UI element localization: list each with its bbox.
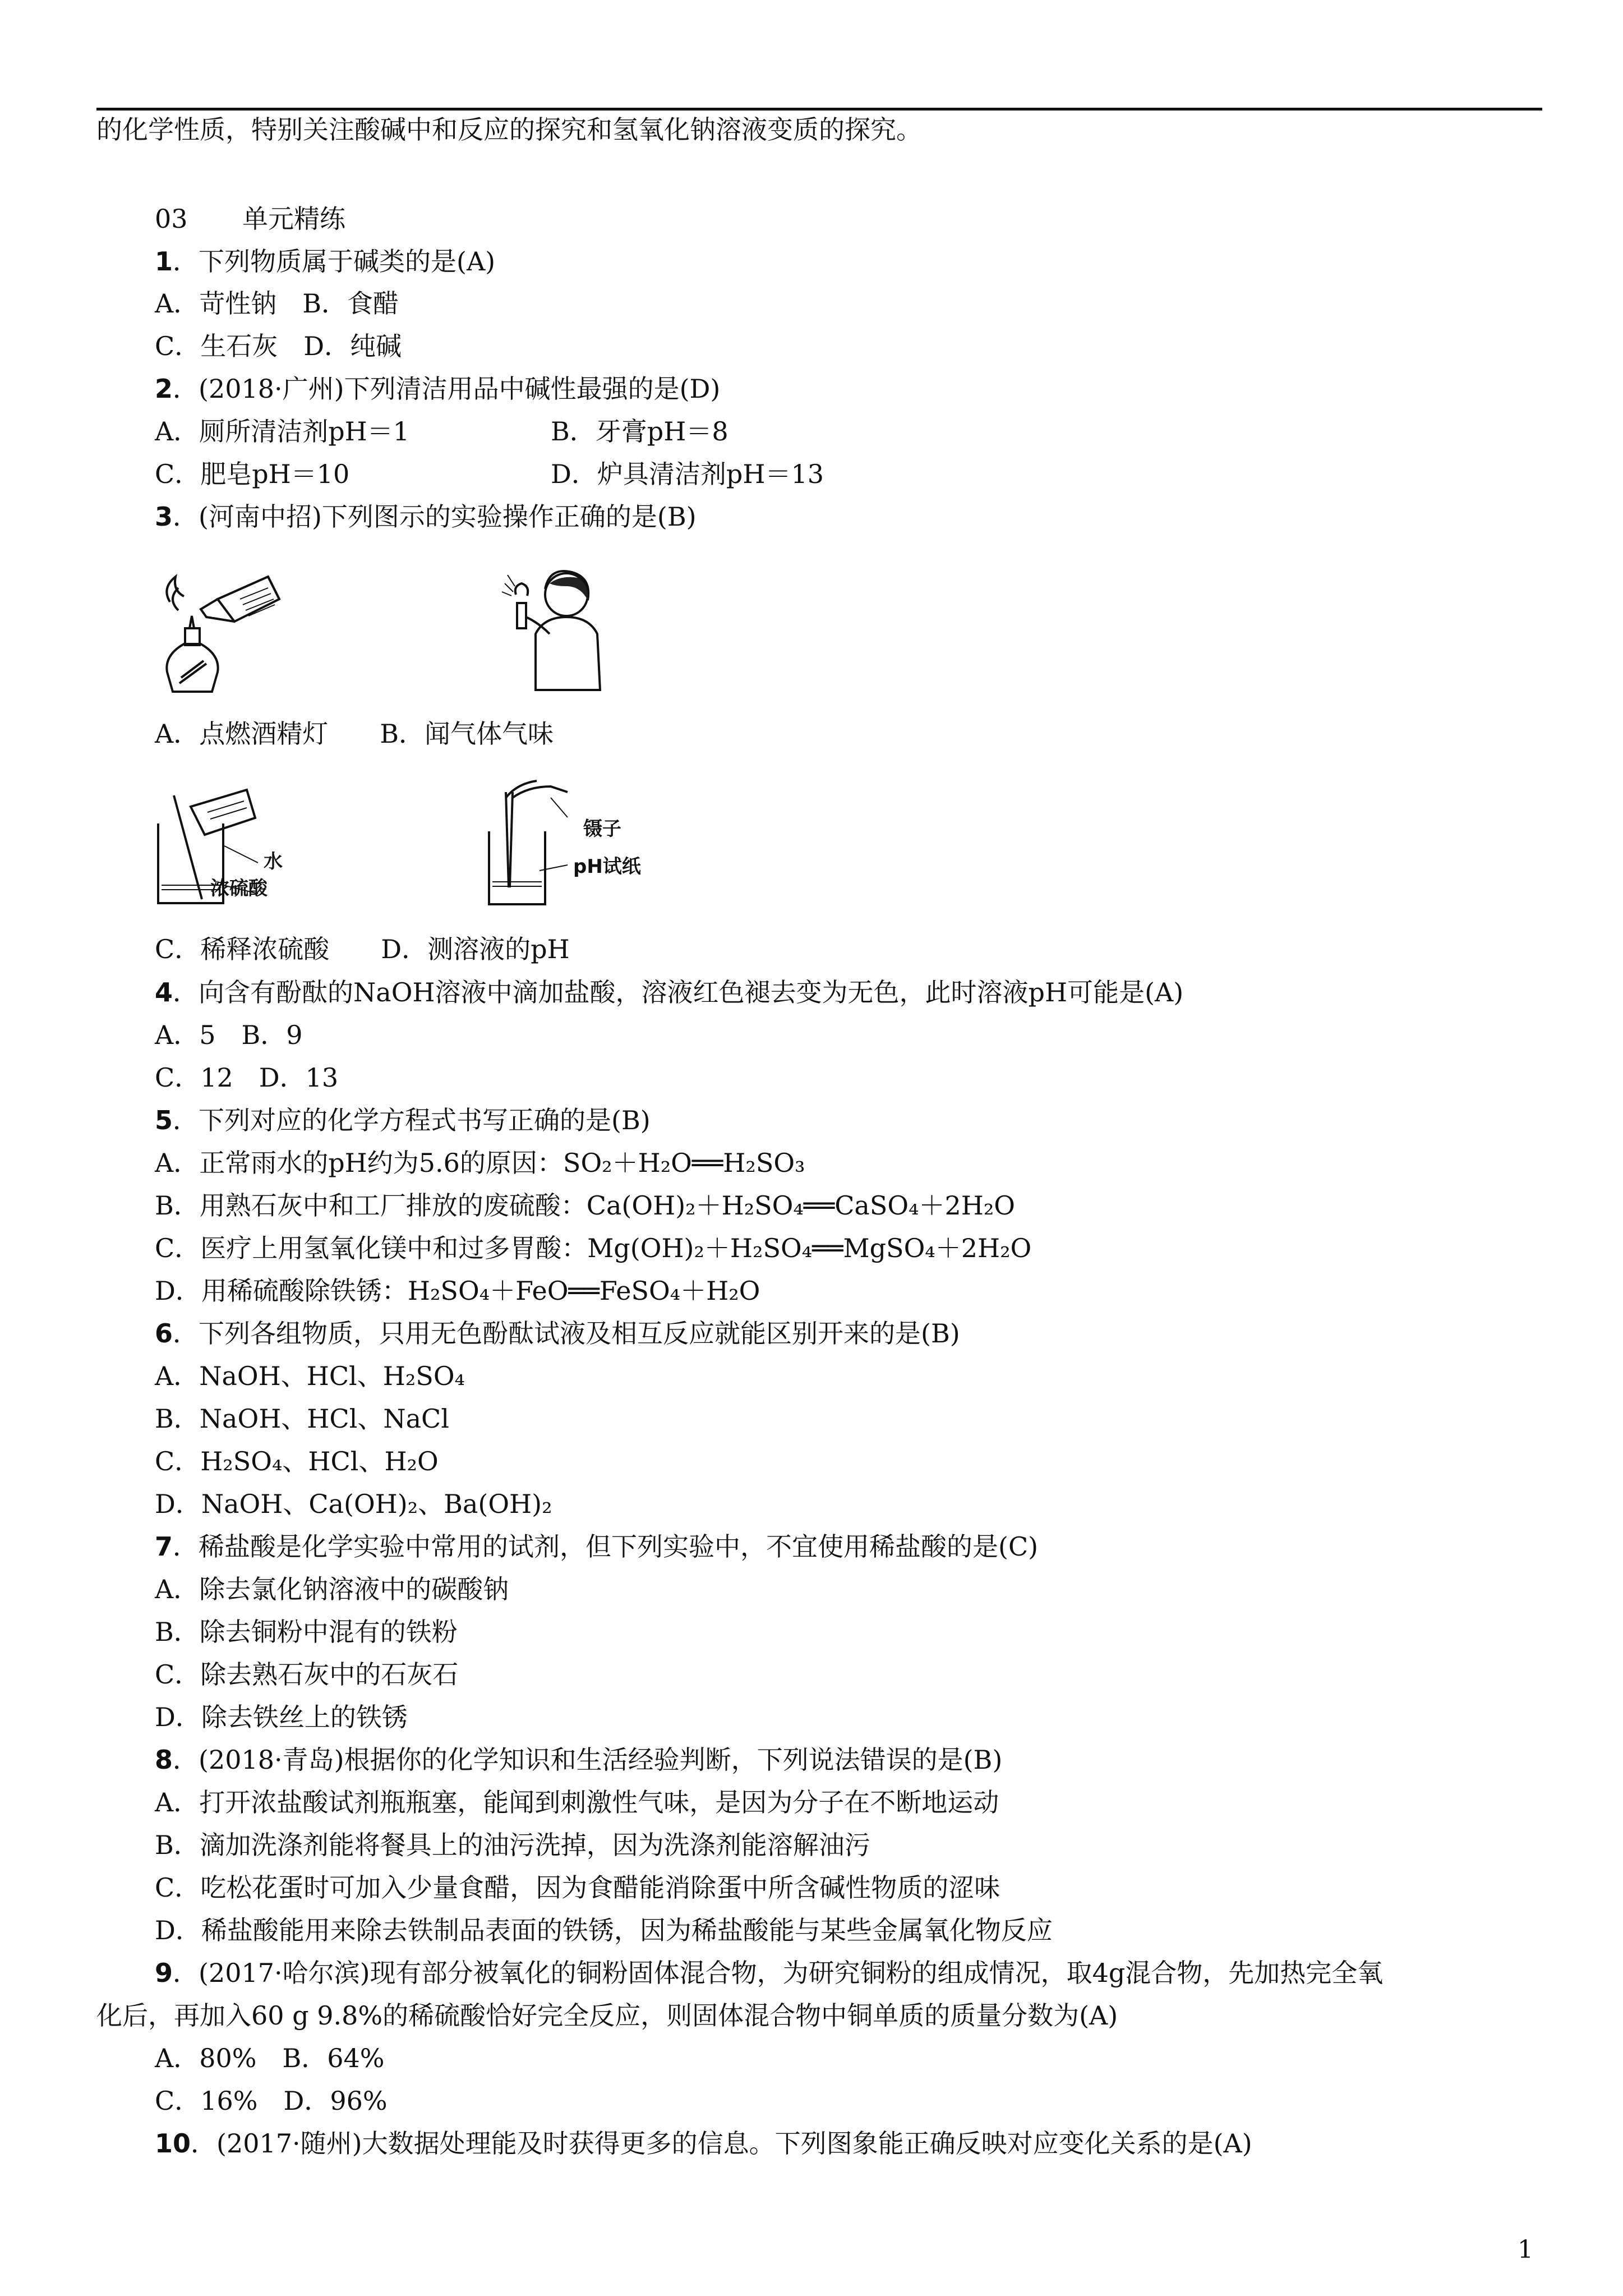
question-number: 10 — [155, 2128, 191, 2159]
figure-dilute-acid — [151, 779, 342, 913]
question-text: ．(2017·随州)大数据处理能及时获得更多的信息。下列图象能正确反映对应变化关系的是(A) — [191, 2128, 1252, 2159]
question-text: ．稀盐酸是化学实验中常用的试剂，但下列实验中，不宜使用稀盐酸的是(C) — [173, 1531, 1039, 1562]
question-text: ．下列对应的化学方程式书写正确的是(B) — [173, 1105, 651, 1135]
option-d: D．稀盐酸能用来除去铁制品表面的铁锈，因为稀盐酸能与某些金属氧化物反应 — [155, 1915, 1053, 1945]
question-text: ．(2018·青岛)根据你的化学知识和生活经验判断，下列说法错误的是(B) — [173, 1745, 1003, 1775]
option-line: C．12 D．13 — [155, 1062, 339, 1093]
question-text: ．下列各组物质，只用无色酚酞试液及相互反应就能区别开来的是(B) — [173, 1318, 960, 1349]
question-number: 9 — [155, 1958, 173, 1988]
question-number: 4 — [155, 977, 173, 1007]
top-rule — [96, 108, 1542, 111]
option-b: B．牙膏pH＝8 — [551, 416, 728, 447]
question-9-continued: 化后，再加入60 g 9.8%的稀硫酸恰好完全反应，则固体混合物中铜单质的质量分数为(A) — [96, 2000, 1118, 2031]
label-ph-paper: pH试纸 — [573, 855, 641, 878]
option-b: B．滴加洗涤剂能将餐具上的油污洗掉，因为洗涤剂能溶解油污 — [155, 1830, 870, 1860]
figure-measure-ph — [483, 775, 663, 910]
option-d: D．除去铁丝上的铁锈 — [155, 1702, 408, 1732]
figure-smell-gas — [482, 561, 617, 696]
option-b: B．用熟石灰中和工厂排放的废硫酸：Ca(OH)₂＋H₂SO₄══CaSO₄＋2H₂O — [155, 1190, 1016, 1221]
question-number: 3 — [155, 501, 173, 532]
question-6 — [155, 1318, 960, 1349]
question-text: ．下列物质属于碱类的是(A) — [173, 246, 496, 277]
question-9 — [155, 1957, 1383, 1989]
option-c: C．吃松花蛋时可加入少量食醋，因为食醋能消除蛋中所含碱性物质的涩味 — [155, 1872, 1000, 1903]
intro-text: 的化学性质，特别关注酸碱中和反应的探究和氢氧化钠溶液变质的探究。 — [96, 114, 922, 145]
question-7 — [155, 1531, 1038, 1562]
question-number: 7 — [155, 1531, 173, 1562]
question-1 — [155, 246, 495, 277]
option-b: B．除去铜粉中混有的铁粉 — [155, 1617, 458, 1647]
option-line: C．稀释浓硫酸 D．测溶液的pH — [155, 934, 570, 964]
option-a: A．厕所清洁剂pH＝1 — [155, 416, 410, 447]
option-c: C．医疗上用氢氧化镁中和过多胃酸：Mg(OH)₂＋H₂SO₄══MgSO₄＋2H₂O — [155, 1233, 1032, 1263]
option-d: D．炉具清洁剂pH＝13 — [551, 459, 824, 489]
option-d: D．NaOH、Ca(OH)₂、Ba(OH)₂ — [155, 1489, 552, 1519]
option-line: A．5 B．9 — [155, 1020, 303, 1050]
page-number: 1 — [1518, 2235, 1533, 2264]
question-number: 2 — [155, 374, 173, 404]
question-text: ．(2018·广州)下列清洁用品中碱性最强的是(D) — [173, 374, 721, 404]
option-a: A．打开浓盐酸试剂瓶瓶塞，能闻到刺激性气味，是因为分子在不断地运动 — [155, 1787, 999, 1818]
option-line: A．点燃酒精灯 B．闻气体气味 — [155, 719, 554, 749]
question-5 — [155, 1105, 651, 1136]
section-title: 单元精练 — [242, 204, 345, 234]
question-4 — [155, 977, 1183, 1008]
question-number: 5 — [155, 1105, 173, 1135]
section-number: 03 — [155, 204, 188, 234]
question-text: ．向含有酚酞的NaOH溶液中滴加盐酸，溶液红色褪去变为无色，此时溶液pH可能是(A) — [173, 977, 1184, 1007]
option-line: A．苛性钠 B．食醋 — [155, 288, 399, 319]
option-line: C．16% D．96% — [155, 2086, 388, 2116]
question-2 — [155, 373, 720, 404]
option-a: A．正常雨水的pH约为5.6的原因：SO₂＋H₂O══H₂SO₃ — [155, 1148, 805, 1178]
option-c: C．除去熟石灰中的石灰石 — [155, 1659, 459, 1690]
label-water: 水 — [264, 850, 283, 873]
option-a: A．除去氯化钠溶液中的碳酸钠 — [155, 1574, 509, 1604]
question-3 — [155, 501, 697, 532]
option-line: C．生石灰 D．纯碱 — [155, 331, 402, 361]
question-10 — [155, 2128, 1252, 2159]
option-a: A．NaOH、HCl、H₂SO₄ — [155, 1361, 465, 1391]
label-tweezers: 镊子 — [583, 818, 621, 840]
option-line: A．80% B．64% — [155, 2043, 385, 2073]
figure-alcohol-lamp — [150, 565, 296, 700]
question-8 — [155, 1744, 1002, 1775]
question-text: ．(2017·哈尔滨)现有部分被氧化的铜粉固体混合物，为研究铜粉的组成情况，取4g混合物，先加热完全氧 — [173, 1958, 1384, 1988]
question-text: ．(河南中招)下列图示的实验操作正确的是(B) — [173, 501, 697, 532]
question-number: 6 — [155, 1318, 173, 1349]
label-conc-acid: 浓硫酸 — [210, 877, 268, 900]
question-number: 1 — [155, 246, 173, 277]
option-c: C．肥皂pH＝10 — [155, 459, 350, 489]
option-c: C．H₂SO₄、HCl、H₂O — [155, 1446, 439, 1476]
question-number: 8 — [155, 1745, 173, 1775]
option-d: D．用稀硫酸除铁锈：H₂SO₄＋FeO══FeSO₄＋H₂O — [155, 1276, 760, 1306]
option-b: B．NaOH、HCl、NaCl — [155, 1404, 449, 1434]
